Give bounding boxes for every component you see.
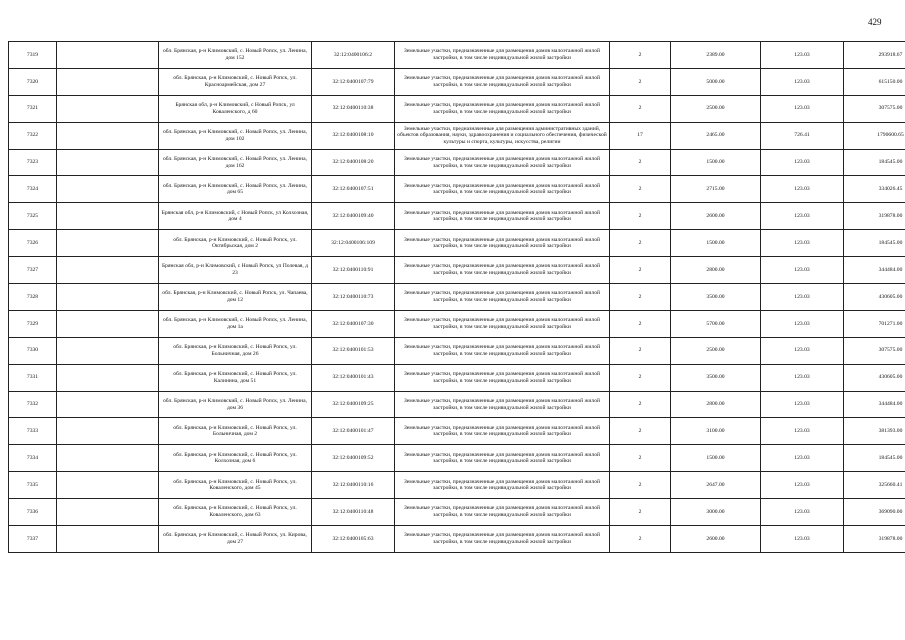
- specific-value-cell: 123.03: [761, 391, 844, 418]
- row-number-cell: 7331: [9, 364, 57, 391]
- address-cell: обл. Брянская, р-н Климовский, с. Новый Ропск, ул. Ленина, дом 65: [159, 176, 312, 203]
- table-row: [9, 230, 905, 257]
- cadastral-number-cell: 32:12:0400110:48: [312, 499, 395, 526]
- empty-cell: [57, 95, 159, 122]
- cadastral-value-cell: 325660.41: [844, 472, 905, 499]
- address-cell: обл. Брянская, р-н Климовский, с. Новый Ропск, ул. Красноармейская, дом 27: [159, 68, 312, 95]
- empty-cell: [57, 122, 159, 149]
- cadastral-number-cell: 32:12:0400109:25: [312, 391, 395, 418]
- row-number-cell: 7323: [9, 149, 57, 176]
- specific-value-cell: 123.03: [761, 337, 844, 364]
- area-cell: 2600.00: [671, 526, 761, 553]
- land-use-cell: Земельные участки, предназначенные для размещения домов малоэтажной жилой застройки, в том числе индивидуальной жилой застройки: [395, 499, 610, 526]
- area-cell: 3100.00: [671, 418, 761, 445]
- empty-cell: [57, 445, 159, 472]
- land-use-cell: Земельные участки, предназначенные для размещения домов малоэтажной жилой застройки, в том числе индивидуальной жилой застройки: [395, 364, 610, 391]
- use-group-cell: 17: [610, 122, 671, 149]
- row-number-cell: 7321: [9, 95, 57, 122]
- table-row: [9, 310, 905, 337]
- empty-cell: [57, 310, 159, 337]
- table-row: [9, 364, 905, 391]
- area-cell: 2500.00: [671, 337, 761, 364]
- cadastral-number-cell: 32:12:0400108:10: [312, 122, 395, 149]
- row-number-cell: 7329: [9, 310, 57, 337]
- cadastral-value-cell: 701271.00: [844, 310, 905, 337]
- address-cell: обл. Брянская, р-н Климовский, с. Новый Ропск, ул. Колхозная, дом 6: [159, 445, 312, 472]
- land-use-cell: Земельные участки, предназначенные для размещения домов малоэтажной жилой застройки, в том числе индивидуальной жилой застройки: [395, 337, 610, 364]
- area-cell: 2715.00: [671, 176, 761, 203]
- specific-value-cell: 123.03: [761, 230, 844, 257]
- empty-cell: [57, 337, 159, 364]
- empty-cell: [57, 68, 159, 95]
- use-group-cell: 2: [610, 472, 671, 499]
- use-group-cell: 2: [610, 310, 671, 337]
- cadastral-value-cell: 430605.00: [844, 364, 905, 391]
- row-number-cell: 7320: [9, 68, 57, 95]
- land-use-cell: Земельные участки, предназначенные для размещения домов малоэтажной жилой застройки, в том числе индивидуальной жилой застройки: [395, 68, 610, 95]
- land-use-cell: Земельные участки, предназначенные для размещения домов малоэтажной жилой застройки, в том числе индивидуальной жилой застройки: [395, 284, 610, 311]
- row-number-cell: 7319: [9, 42, 57, 69]
- use-group-cell: 2: [610, 230, 671, 257]
- cadastral-value-cell: 307575.00: [844, 95, 905, 122]
- empty-cell: [57, 391, 159, 418]
- area-cell: 1500.00: [671, 149, 761, 176]
- land-use-cell: Земельные участки, предназначенные для размещения домов малоэтажной жилой застройки, в том числе индивидуальной жилой застройки: [395, 445, 610, 472]
- use-group-cell: 2: [610, 364, 671, 391]
- table-row: [9, 95, 905, 122]
- use-group-cell: 2: [610, 68, 671, 95]
- land-use-cell: Земельные участки, предназначенные для размещения административных зданий, объектов образования, науки, здравоохранения и социального обеспечения, физической культуры и спорта, культуры, искусства, религии: [395, 122, 610, 149]
- address-cell: обл. Брянская, р-н Климовский, с. Новый Ропск, ул. Ленина, дом 102: [159, 122, 312, 149]
- cadastral-value-cell: 381393.00: [844, 418, 905, 445]
- area-cell: 3000.00: [671, 499, 761, 526]
- cadastral-value-cell: 1790600.65: [844, 122, 905, 149]
- specific-value-cell: 123.03: [761, 284, 844, 311]
- land-use-cell: Земельные участки, предназначенные для размещения домов малоэтажной жилой застройки, в том числе индивидуальной жилой застройки: [395, 42, 610, 69]
- use-group-cell: 2: [610, 391, 671, 418]
- land-use-cell: Земельные участки, предназначенные для размещения домов малоэтажной жилой застройки, в том числе индивидуальной жилой застройки: [395, 176, 610, 203]
- area-cell: 2647.00: [671, 472, 761, 499]
- address-cell: обл. Брянская, р-н Климовский, с. Новый Ропск, ул. Чапаева, дом 12: [159, 284, 312, 311]
- specific-value-cell: 123.03: [761, 418, 844, 445]
- table-row: [9, 149, 905, 176]
- cadastral-number-cell: 32:12:0400108:20: [312, 149, 395, 176]
- empty-cell: [57, 149, 159, 176]
- address-cell: обл. Брянская, р-н Климовский, с. Новый Ропск, ул. Ленина, дом 152: [159, 42, 312, 69]
- cadastral-number-cell: 32:12:0400101:43: [312, 364, 395, 391]
- use-group-cell: 2: [610, 257, 671, 284]
- empty-cell: [57, 284, 159, 311]
- address-cell: обл. Брянская, р-н Климовский, с. Новый Ропск, ул. Больничная, дом 2: [159, 418, 312, 445]
- cadastral-number-cell: 32:12:0400101:53: [312, 337, 395, 364]
- area-cell: 1500.00: [671, 445, 761, 472]
- table-row: [9, 68, 905, 95]
- use-group-cell: 2: [610, 499, 671, 526]
- address-cell: обл. Брянская, р-н Климовский, с. Новый Ропск, ул. Кирова, дом 27: [159, 526, 312, 553]
- address-cell: обл. Брянская, р-н Климовский, с. Новый Ропск, ул. Коваленского, дом 63: [159, 499, 312, 526]
- cadastral-value-cell: 184545.00: [844, 230, 905, 257]
- land-use-cell: Земельные участки, предназначенные для размещения домов малоэтажной жилой застройки, в том числе индивидуальной жилой застройки: [395, 526, 610, 553]
- specific-value-cell: 123.03: [761, 203, 844, 230]
- specific-value-cell: 123.03: [761, 42, 844, 69]
- address-cell: обл. Брянская, р-н Климовский, с. Новый Ропск, ул. Коваленского, дом 45: [159, 472, 312, 499]
- address-cell: обл. Брянская, р-н Климовский, с. Новый Ропск, ул. Ленина, дом 36: [159, 391, 312, 418]
- area-cell: 2800.00: [671, 257, 761, 284]
- specific-value-cell: 123.03: [761, 149, 844, 176]
- specific-value-cell: 123.03: [761, 445, 844, 472]
- use-group-cell: 2: [610, 337, 671, 364]
- empty-cell: [57, 526, 159, 553]
- cadastral-value-cell: 319878.00: [844, 526, 905, 553]
- empty-cell: [57, 364, 159, 391]
- use-group-cell: 2: [610, 203, 671, 230]
- cadastral-number-cell: 32:12:0400109:52: [312, 445, 395, 472]
- cadastral-number-cell: 32:12:0400110:91: [312, 257, 395, 284]
- cadastral-value-cell: 615150.00: [844, 68, 905, 95]
- address-cell: обл. Брянская, р-н Климовский, с. Новый Ропск, ул. Ленина, дом 162: [159, 149, 312, 176]
- empty-cell: [57, 472, 159, 499]
- table-row: [9, 391, 905, 418]
- address-cell: Брянская обл, р-н Климовский, с Новый Ропск, ул Колхозная, дом 4: [159, 203, 312, 230]
- table-row: [9, 176, 905, 203]
- specific-value-cell: 123.03: [761, 310, 844, 337]
- land-use-cell: Земельные участки, предназначенные для размещения домов малоэтажной жилой застройки, в том числе индивидуальной жилой застройки: [395, 418, 610, 445]
- row-number-cell: 7330: [9, 337, 57, 364]
- specific-value-cell: 726.41: [761, 122, 844, 149]
- cadastral-value-cell: 344484.00: [844, 257, 905, 284]
- use-group-cell: 2: [610, 284, 671, 311]
- table-row: [9, 284, 905, 311]
- land-use-cell: Земельные участки, предназначенные для размещения домов малоэтажной жилой застройки, в том числе индивидуальной жилой застройки: [395, 149, 610, 176]
- row-number-cell: 7333: [9, 418, 57, 445]
- use-group-cell: 2: [610, 149, 671, 176]
- specific-value-cell: 123.03: [761, 526, 844, 553]
- cadastral-number-cell: 32:12:0400106:2: [312, 42, 395, 69]
- area-cell: 5700.00: [671, 310, 761, 337]
- cadastral-number-cell: 32:12:0400107:79: [312, 68, 395, 95]
- cadastral-value-cell: 430605.00: [844, 284, 905, 311]
- cadastral-number-cell: 32:12:0400110:73: [312, 284, 395, 311]
- empty-cell: [57, 203, 159, 230]
- specific-value-cell: 123.03: [761, 472, 844, 499]
- use-group-cell: 2: [610, 95, 671, 122]
- cadastral-value-cell: 307575.00: [844, 337, 905, 364]
- area-cell: 2500.00: [671, 95, 761, 122]
- cadastral-number-cell: 32:12:0400106:109: [312, 230, 395, 257]
- row-number-cell: 7332: [9, 391, 57, 418]
- cadastral-number-cell: 32:12:0400101:47: [312, 418, 395, 445]
- cadastral-number-cell: 32:12:0400109:40: [312, 203, 395, 230]
- cadastral-number-cell: 32:12:0400110:16: [312, 472, 395, 499]
- cadastral-value-cell: 293918.67: [844, 42, 905, 69]
- cadastral-value-cell: 369090.00: [844, 499, 905, 526]
- table-body: [9, 42, 905, 553]
- specific-value-cell: 123.03: [761, 95, 844, 122]
- table-row: [9, 42, 905, 69]
- cadastral-value-table: [8, 41, 905, 553]
- table-row: [9, 418, 905, 445]
- empty-cell: [57, 418, 159, 445]
- address-cell: Брянская обл, р-н Климовский, с Новый Ропск, ул Коваленского, д 60: [159, 95, 312, 122]
- empty-cell: [57, 257, 159, 284]
- land-use-cell: Земельные участки, предназначенные для размещения домов малоэтажной жилой застройки, в том числе индивидуальной жилой застройки: [395, 230, 610, 257]
- use-group-cell: 2: [610, 526, 671, 553]
- land-use-cell: Земельные участки, предназначенные для размещения домов малоэтажной жилой застройки, в том числе индивидуальной жилой застройки: [395, 310, 610, 337]
- use-group-cell: 2: [610, 42, 671, 69]
- table-row: [9, 445, 905, 472]
- row-number-cell: 7334: [9, 445, 57, 472]
- cadastral-value-cell: 184545.00: [844, 445, 905, 472]
- table-row: [9, 122, 905, 149]
- empty-cell: [57, 176, 159, 203]
- land-use-cell: Земельные участки, предназначенные для размещения домов малоэтажной жилой застройки, в том числе индивидуальной жилой застройки: [395, 257, 610, 284]
- cadastral-number-cell: 32:12:0400107:51: [312, 176, 395, 203]
- area-cell: 3500.00: [671, 364, 761, 391]
- area-cell: 2389.00: [671, 42, 761, 69]
- row-number-cell: 7322: [9, 122, 57, 149]
- specific-value-cell: 123.03: [761, 176, 844, 203]
- specific-value-cell: 123.03: [761, 499, 844, 526]
- address-cell: обл. Брянская, р-н Климовский, с. Новый Ропск, ул. Калинина, дом 51: [159, 364, 312, 391]
- table-row: [9, 257, 905, 284]
- use-group-cell: 2: [610, 445, 671, 472]
- area-cell: 2600.00: [671, 203, 761, 230]
- empty-cell: [57, 499, 159, 526]
- table-row: [9, 337, 905, 364]
- table-row: [9, 203, 905, 230]
- address-cell: Брянская обл, р-н Климовский, с Новый Ропск, ул Полевая, д 23: [159, 257, 312, 284]
- cadastral-value-cell: 184545.00: [844, 149, 905, 176]
- row-number-cell: 7337: [9, 526, 57, 553]
- land-use-cell: Земельные участки, предназначенные для размещения домов малоэтажной жилой застройки, в том числе индивидуальной жилой застройки: [395, 472, 610, 499]
- cadastral-value-cell: 344484.00: [844, 391, 905, 418]
- empty-cell: [57, 42, 159, 69]
- use-group-cell: 2: [610, 176, 671, 203]
- cadastral-number-cell: 32:12:0400110:38: [312, 95, 395, 122]
- area-cell: 3500.00: [671, 284, 761, 311]
- use-group-cell: 2: [610, 418, 671, 445]
- area-cell: 1500.00: [671, 230, 761, 257]
- row-number-cell: 7326: [9, 230, 57, 257]
- area-cell: 2465.00: [671, 122, 761, 149]
- specific-value-cell: 123.03: [761, 68, 844, 95]
- area-cell: 5000.00: [671, 68, 761, 95]
- area-cell: 2800.00: [671, 391, 761, 418]
- cadastral-value-cell: 334026.45: [844, 176, 905, 203]
- specific-value-cell: 123.03: [761, 364, 844, 391]
- table-row: [9, 499, 905, 526]
- cadastral-value-cell: 319878.00: [844, 203, 905, 230]
- table-row: [9, 472, 905, 499]
- empty-cell: [57, 230, 159, 257]
- cadastral-number-cell: 32:12:0400107:30: [312, 310, 395, 337]
- row-number-cell: 7328: [9, 284, 57, 311]
- address-cell: обл. Брянская, р-н Климовский, с. Новый Ропск, ул. Больничная, дом 26: [159, 337, 312, 364]
- cadastral-number-cell: 32:12:0400105:63: [312, 526, 395, 553]
- row-number-cell: 7325: [9, 203, 57, 230]
- address-cell: обл. Брянская, р-н Климовский, с. Новый Ропск, ул. Ленина, дом 1а: [159, 310, 312, 337]
- land-use-cell: Земельные участки, предназначенные для размещения домов малоэтажной жилой застройки, в том числе индивидуальной жилой застройки: [395, 95, 610, 122]
- specific-value-cell: 123.03: [761, 257, 844, 284]
- row-number-cell: 7324: [9, 176, 57, 203]
- row-number-cell: 7327: [9, 257, 57, 284]
- page-number: 429: [868, 17, 882, 27]
- row-number-cell: 7336: [9, 499, 57, 526]
- land-use-cell: Земельные участки, предназначенные для размещения домов малоэтажной жилой застройки, в том числе индивидуальной жилой застройки: [395, 391, 610, 418]
- table-row: [9, 526, 905, 553]
- address-cell: обл. Брянская, р-н Климовский, с. Новый Ропск, ул. Октябрьская, дом 2: [159, 230, 312, 257]
- land-use-cell: Земельные участки, предназначенные для размещения домов малоэтажной жилой застройки, в том числе индивидуальной жилой застройки: [395, 203, 610, 230]
- row-number-cell: 7335: [9, 472, 57, 499]
